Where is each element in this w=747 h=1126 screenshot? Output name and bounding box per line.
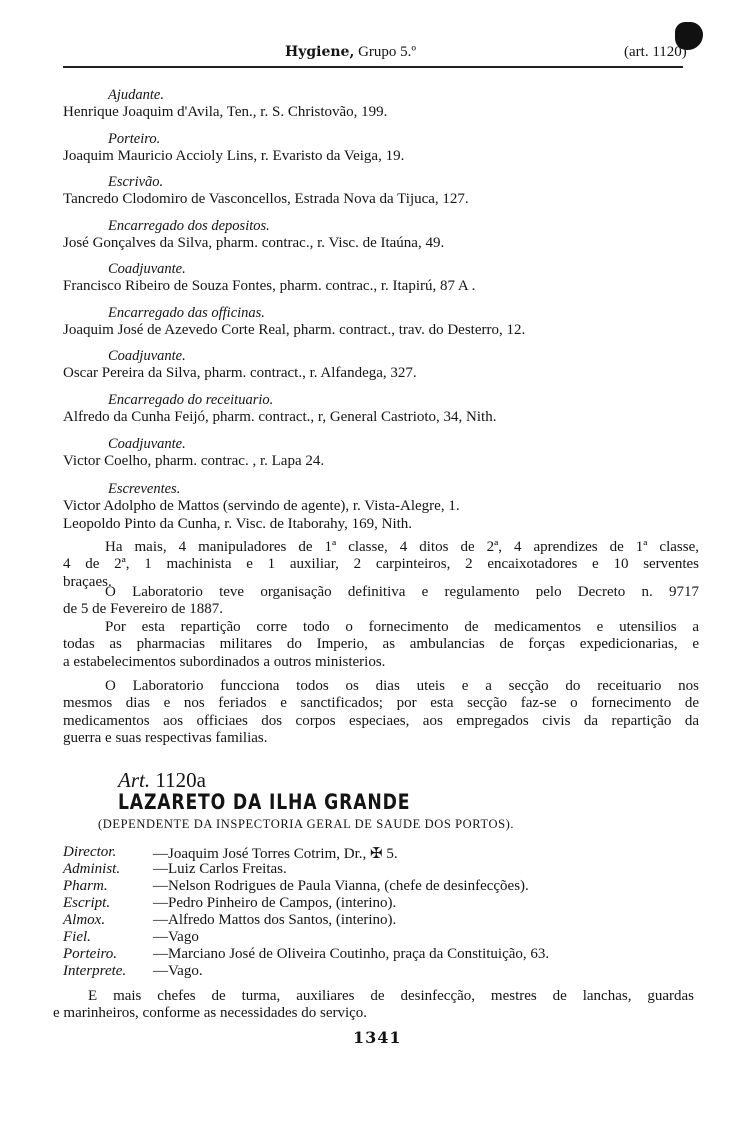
staff-name: —Pedro Pinheiro de Campos, (interino). bbox=[153, 895, 397, 911]
staff-role: Administ. bbox=[63, 861, 121, 877]
entry-person: Alfredo da Cunha Feijó, pharm. contract., r, General Castrioto, 34, Nith. bbox=[63, 409, 497, 425]
paragraph-line: mesmos dias e nos feriados e sanctificados; por esta secção faz-se o fornecimento de bbox=[63, 695, 699, 712]
header-rest: Grupo 5.º bbox=[354, 44, 417, 60]
entry-role: Coadjuvante. bbox=[108, 348, 186, 364]
entry-role: Coadjuvante. bbox=[108, 436, 186, 452]
staff-name: —Marciano José de Oliveira Coutinho, praça da Constituição, 63. bbox=[153, 946, 550, 962]
paragraph-line: medicamentos aos officiaes dos corpos especiaes, aos empregados civis da repartição da bbox=[63, 712, 699, 729]
staff-role: Interprete. bbox=[63, 963, 127, 979]
entry-person: José Gonçalves da Silva, pharm. contrac., r. Visc. de Itaúna, 49. bbox=[63, 235, 445, 251]
staff-role: Fiel. bbox=[63, 929, 91, 945]
entry-person: Francisco Ribeiro de Souza Fontes, pharm. contrac., r. Itapirú, 87 A . bbox=[63, 278, 476, 294]
article-subtitle: (DEPENDENTE DA INSPECTORIA GERAL DE SAUDE DOS PORTOS). bbox=[98, 817, 515, 831]
staff-name: —Joaquim José Torres Cotrim, Dr., ✠ 5. bbox=[153, 846, 398, 862]
article-number-value: 1120a bbox=[155, 768, 206, 792]
paragraph-line: guerra e suas respectivas familias. bbox=[63, 729, 268, 746]
entry-person: Joaquim José de Azevedo Corte Real, pharm. contract., trav. do Desterro, 12. bbox=[63, 322, 526, 338]
paragraph-line: braçaes. bbox=[63, 573, 112, 590]
staff-role: Escript. bbox=[63, 895, 111, 911]
paragraph-line: todas as pharmacias militares do Imperio, as ambulancias de forças expedicionarias, e bbox=[63, 636, 699, 653]
paragraph-line: O Laboratorio teve organisação definitiva e regulamento pelo Decreto n. 9717 bbox=[105, 584, 699, 600]
paragraph-line: Ha mais, 4 manipuladores de 1ª classe, 4 ditos de 2ª, 4 aprendizes de 1ª classe, bbox=[105, 539, 699, 555]
page-number: 1341 bbox=[353, 1028, 402, 1047]
running-header-article: (art. 1120) bbox=[624, 44, 687, 60]
entry-person: Victor Coelho, pharm. contrac. , r. Lapa 24. bbox=[63, 453, 325, 469]
staff-name: —Luiz Carlos Freitas. bbox=[153, 861, 287, 877]
header-rule bbox=[63, 66, 683, 68]
paragraph-line: 4 de 2ª, 1 machinista e 1 auxiliar, 2 carpinteiros, 2 encaixotadores e 10 serventes bbox=[63, 556, 699, 573]
staff-role: Almox. bbox=[63, 912, 106, 928]
staff-name: —Vago. bbox=[153, 963, 203, 979]
staff-role: Porteiro. bbox=[63, 946, 118, 962]
entry-role: Encarregado dos depositos. bbox=[108, 218, 270, 234]
entry-person: Joaquim Mauricio Accioly Lins, r. Evaristo da Veiga, 19. bbox=[63, 148, 405, 164]
staff-role: Pharm. bbox=[63, 878, 108, 894]
closing-line: e marinheiros, conforme as necessidades do serviço. bbox=[53, 1005, 368, 1021]
staff-name: —Vago bbox=[153, 929, 199, 945]
paragraph-line: a estabelecimentos subordinados a outros ministerios. bbox=[63, 653, 386, 670]
entry-role: Coadjuvante. bbox=[108, 261, 186, 277]
entry-person: Oscar Pereira da Silva, pharm. contract., r. Alfandega, 327. bbox=[63, 365, 417, 381]
entry-person: Henrique Joaquim d'Avila, Ten., r. S. Christovão, 199. bbox=[63, 104, 388, 120]
article-title: LAZARETO DA ILHA GRANDE bbox=[118, 790, 411, 814]
entry-role: Encarregado do receituario. bbox=[108, 392, 274, 408]
closing-line: E mais chefes de turma, auxiliares de desinfecção, mestres de lanchas, guardas bbox=[88, 988, 694, 1004]
paragraph-line: O Laboratorio funcciona todos os dias uteis e a secção do receituario nos bbox=[105, 678, 699, 694]
entry-role: Porteiro. bbox=[108, 131, 161, 147]
paragraph-line: de 5 de Fevereiro de 1887. bbox=[63, 601, 223, 618]
staff-role: Director. bbox=[63, 844, 117, 860]
staff-name: —Alfredo Mattos dos Santos, (interino). bbox=[153, 912, 397, 928]
entry-role: Escrivão. bbox=[108, 174, 164, 190]
entry-person: Victor Adolpho de Mattos (servindo de agente), r. Vista-Alegre, 1. bbox=[63, 498, 460, 514]
entry-person: Tancredo Clodomiro de Vasconcellos, Estrada Nova da Tijuca, 127. bbox=[63, 191, 469, 207]
entry-person: Leopoldo Pinto da Cunha, r. Visc. de Itaborahy, 169, Nith. bbox=[63, 516, 413, 532]
header-bold: Hygiene, bbox=[285, 44, 355, 60]
paragraph-line: Por esta repartição corre todo o fornecimento de medicamentos e utensilios a bbox=[105, 619, 699, 635]
staff-name: —Nelson Rodrigues de Paula Vianna, (chefe de desinfecções). bbox=[153, 878, 529, 894]
running-header-title bbox=[285, 44, 416, 61]
entry-role: Encarregado das officinas. bbox=[108, 305, 265, 321]
entry-role: Escreventes. bbox=[108, 481, 181, 497]
entry-role: Ajudante. bbox=[108, 87, 164, 103]
article-prefix: Art. bbox=[118, 768, 151, 792]
